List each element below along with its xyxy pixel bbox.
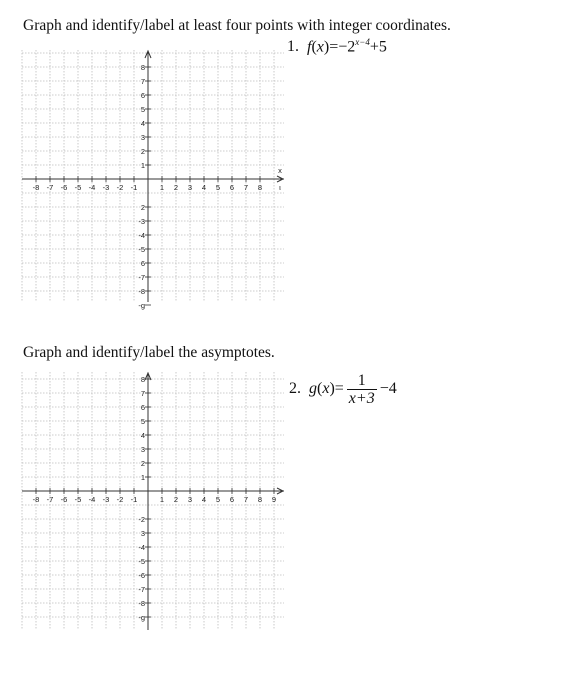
x-tick-label: 5	[215, 183, 221, 192]
problem-1-tail: +5	[369, 38, 387, 56]
x-tick-label: 7	[243, 183, 249, 192]
x-tick-label: 8	[257, 183, 263, 192]
x-tick-label: -5	[74, 495, 82, 504]
problem-2-equals: )=	[329, 380, 344, 398]
y-tick-label: 4	[140, 119, 145, 128]
x-tick-label: -1	[130, 495, 138, 504]
problem-1-equals: )=−2	[323, 38, 356, 56]
y-tick-label: 3	[140, 445, 145, 454]
instruction-1: Graph and identify/label at least four points with integer coordinates.	[23, 17, 451, 34]
x-tick-label: -6	[60, 495, 68, 504]
y-tick-label: 4	[140, 431, 145, 440]
graph-grid-1[interactable]	[22, 50, 284, 310]
x-tick-label: 4	[201, 183, 207, 192]
x-tick-label: 5	[215, 495, 221, 504]
x-tick-label: -8	[32, 495, 40, 504]
y-tick-label: -g	[138, 613, 145, 622]
x-tick-label: 1	[159, 495, 165, 504]
x-tick-label: -5	[74, 183, 82, 192]
x-tick-label: -3	[102, 183, 110, 192]
y-tick-label: 7	[140, 389, 145, 398]
y-tick-label: -5	[138, 557, 145, 566]
problem-1-func-name: f	[307, 38, 312, 56]
x-tick-label-overflow: ι	[279, 183, 281, 192]
problem-2-numerator: 1	[357, 372, 366, 389]
instruction-2: Graph and identify/label the asymptotes.	[23, 344, 275, 361]
y-tick-label: -3	[138, 217, 145, 226]
y-tick-label: -g	[138, 301, 145, 310]
x-tick-label: 2	[173, 495, 179, 504]
x-tick-label: 7	[243, 495, 249, 504]
y-tick-label: 5	[140, 417, 145, 426]
x-tick-label: -7	[46, 495, 54, 504]
x-tick-label: -4	[88, 183, 96, 192]
x-tick-label: 4	[201, 495, 207, 504]
y-tick-label: 3	[140, 133, 145, 142]
problem-1-var: x	[316, 38, 324, 56]
y-tick-label: 2	[140, 203, 145, 212]
x-tick-label: 6	[229, 183, 235, 192]
y-tick-label: -7	[138, 585, 145, 594]
y-tick-label: 5	[140, 105, 145, 114]
problem-2-denominator: x+3	[348, 390, 375, 407]
y-tick-label: -5	[138, 245, 145, 254]
y-tick-label: -2	[138, 515, 145, 524]
x-tick-label: -2	[116, 183, 124, 192]
x-tick-label: -4	[88, 495, 96, 504]
problem-2-fraction	[347, 372, 377, 407]
y-tick-label: -6	[138, 571, 145, 580]
x-tick-label: 9	[271, 495, 277, 504]
problem-1-number: 1.	[287, 38, 299, 56]
x-tick-label: -1	[130, 183, 138, 192]
x-tick-label: -2	[116, 495, 124, 504]
problem-2-tail: −4	[379, 380, 397, 398]
y-tick-label: 8	[140, 63, 145, 72]
problem-2-var: x	[322, 380, 330, 398]
y-tick-label: 6	[140, 259, 145, 268]
y-tick-label: 2	[140, 147, 145, 156]
problem-1-equation: 1. $f(x)=-2^{x-4}+5$	[287, 37, 387, 56]
x-tick-label: -3	[102, 495, 110, 504]
x-tick-label: -6	[60, 183, 68, 192]
problem-1-exponent: x−4	[355, 37, 370, 47]
x-tick-label: 1	[159, 183, 165, 192]
y-tick-label: -8	[138, 599, 145, 608]
y-tick-label: -4	[138, 543, 145, 552]
y-tick-label: 8	[140, 375, 145, 384]
y-tick-label: 1	[140, 473, 145, 482]
graph-grid-2[interactable]	[22, 372, 284, 630]
x-tick-label: -7	[46, 183, 54, 192]
x-tick-label: 3	[187, 495, 193, 504]
x-tick-label: 8	[257, 495, 263, 504]
problem-2-func-name: g	[309, 380, 317, 398]
y-tick-label: 6	[140, 403, 145, 412]
y-tick-label: -4	[138, 231, 145, 240]
y-tick-label: 1	[140, 161, 145, 170]
y-tick-label: -8	[138, 287, 145, 296]
problem-2-number: 2.	[289, 380, 301, 398]
y-tick-label: -7	[138, 273, 145, 282]
y-tick-label: 3	[140, 529, 145, 538]
y-tick-label: 7	[140, 77, 145, 86]
y-tick-label: 2	[140, 459, 145, 468]
y-tick-label: 6	[140, 91, 145, 100]
x-tick-label: -8	[32, 183, 40, 192]
x-tick-label: 3	[187, 183, 193, 192]
x-tick-label: 6	[229, 495, 235, 504]
x-axis-label: x	[278, 166, 282, 175]
problem-2-equation: 2. g(x)= $\frac{1}{x+3}$ −4	[289, 372, 397, 407]
x-tick-label: 2	[173, 183, 179, 192]
